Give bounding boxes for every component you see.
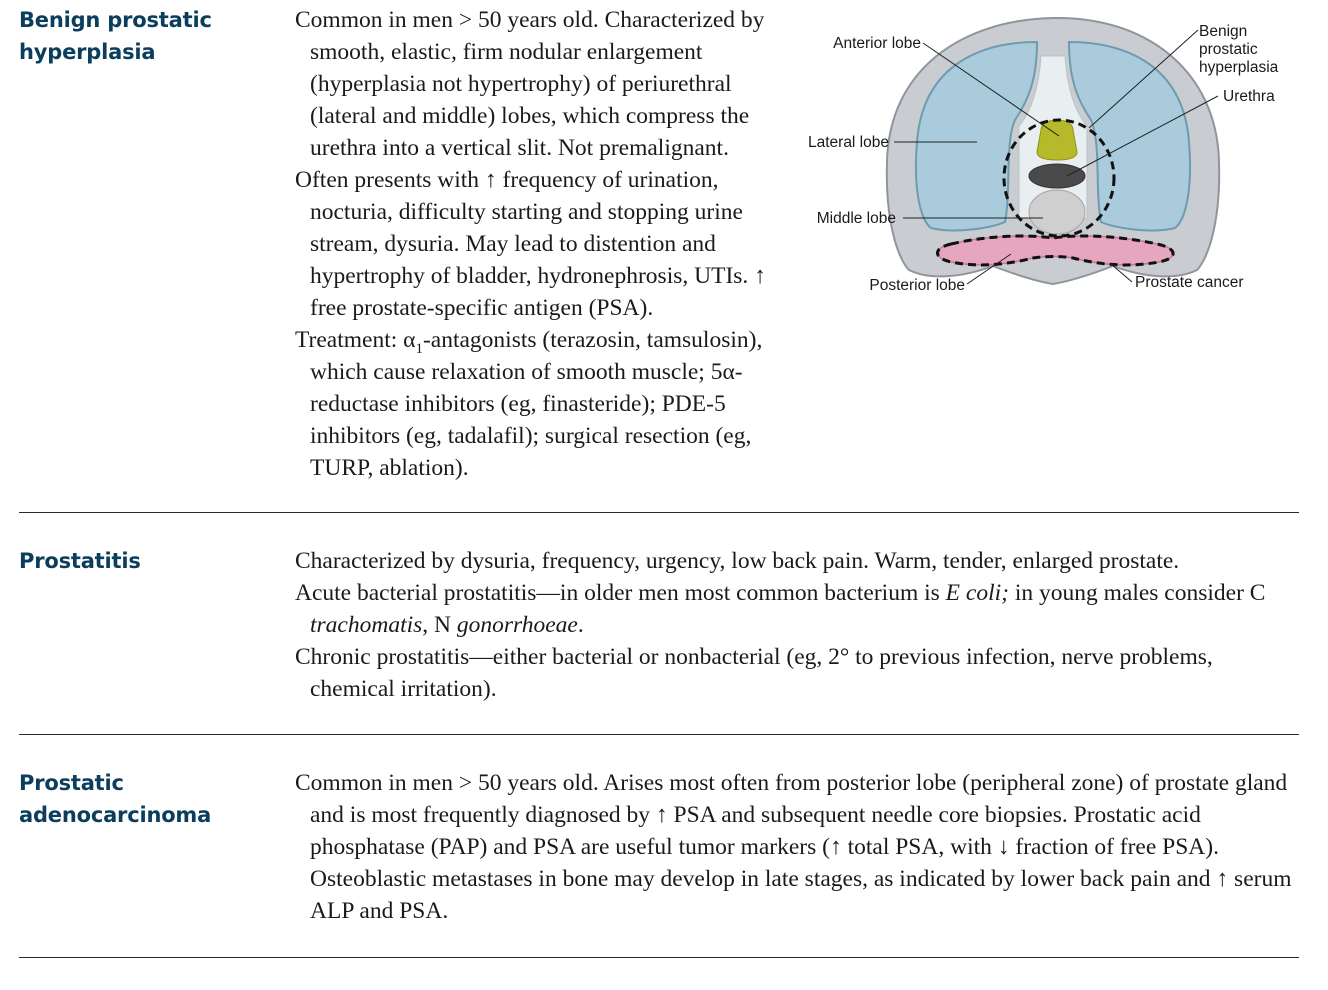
bph-description	[295, 4, 780, 484]
term-adenocarcinoma	[19, 767, 211, 831]
label-middle-lobe: Middle lobe	[816, 210, 896, 227]
prostatitis-acute-e-coli: E coli;	[945, 580, 1009, 606]
label-lateral-lobe: Lateral lobe	[807, 134, 889, 151]
prostatitis-acute-gonorrhoeae: gonorrhoeae	[456, 612, 578, 638]
urethra	[1029, 164, 1085, 188]
term-adenocarcinoma-line-1: Prostatic	[19, 771, 124, 795]
prostatitis-acute-e: , N	[422, 612, 457, 638]
prostatitis-acute-trachomatis: trachomatis	[310, 612, 423, 638]
term-prostatitis-line-1: Prostatitis	[19, 549, 141, 573]
prostatitis-description	[295, 545, 1285, 705]
label-anterior-lobe: Anterior lobe	[833, 35, 921, 52]
bph-paragraph-3	[295, 324, 780, 484]
label-prostate-cancer: Prostate cancer	[1135, 274, 1244, 291]
label-urethra: Urethra	[1223, 88, 1275, 105]
label-bph-line-3: hyperplasia	[1199, 59, 1279, 76]
prostatitis-acute-g: .	[577, 612, 584, 638]
divider-1	[19, 512, 1299, 513]
adenocarcinoma-description	[295, 767, 1295, 927]
middle-lobe	[1029, 190, 1085, 234]
prostatitis-acute-a: Acute bacterial prostatitis—in older men most common bacterium is	[295, 580, 946, 606]
divider-3	[19, 957, 1299, 958]
bph-paragraph-1: Common in men > 50 years old. Characterized by smooth, elastic, firm nodular enlargement (hyperplasia not hypertrophy) of periurethral (lateral and middle) lobes, which compress the urethra into a vertical slit. Not premalignant.	[295, 7, 765, 161]
adenocarcinoma-paragraph-1: Common in men > 50 years old. Arises most often from posterior lobe (peripheral zone) of prostate gland and is most frequently diagnosed by ↑ PSA and subsequent needle core biopsies. Prostatic acid phosphatase (PAP) and PSA are useful tumor markers (↑ total PSA, with ↓ fraction of free PSA). Osteoblastic metastases in bone may develop in late stages, as indicated by lower back pain and ↑ serum ALP and PSA.	[295, 770, 1292, 924]
prostatitis-paragraph-1: Characterized by dysuria, frequency, urgency, low back pain. Warm, tender, enlarged prostate.	[295, 548, 1180, 574]
prostate-diagram	[805, 12, 1285, 312]
term-bph-line-2: hyperplasia	[19, 40, 156, 64]
bph-treatment-subscript: 1	[415, 341, 423, 357]
bph-paragraph-2: Often presents with ↑ frequency of urination, nocturia, difficulty starting and stopping urine stream, dysuria. May lead to distention and hypertrophy of bladder, hydronephrosis, UTIs. ↑ free prostate-specific antigen (PSA).	[295, 167, 766, 321]
bph-treatment-part-2: -antagonists (terazosin, tamsulosin), which cause relaxation of smooth muscle; 5α-reductase inhibitors (eg, finasteride); PDE-5 inhibitors (eg, tadalafil); surgical resection (eg, TURP, ablation).	[310, 327, 763, 481]
label-posterior-lobe: Posterior lobe	[869, 277, 965, 294]
label-bph-line-1: Benign	[1199, 23, 1248, 40]
divider-2	[19, 734, 1299, 735]
term-prostatitis	[19, 545, 141, 577]
anterior-lobe	[1037, 120, 1077, 160]
bph-treatment-part-1: Treatment: α	[295, 327, 416, 353]
prostatitis-paragraph-2	[295, 577, 1285, 641]
prostatitis-acute-c: in young males consider C	[1008, 580, 1266, 606]
label-bph-line-2: prostatic	[1199, 41, 1258, 58]
prostatitis-paragraph-3: Chronic prostatitis—either bacterial or nonbacterial (eg, 2° to previous infection, nerve problems, chemical irritation).	[295, 644, 1213, 702]
term-adenocarcinoma-line-2: adenocarcinoma	[19, 803, 212, 827]
term-bph	[19, 4, 212, 68]
term-bph-line-1: Benign prostatic	[19, 8, 212, 32]
